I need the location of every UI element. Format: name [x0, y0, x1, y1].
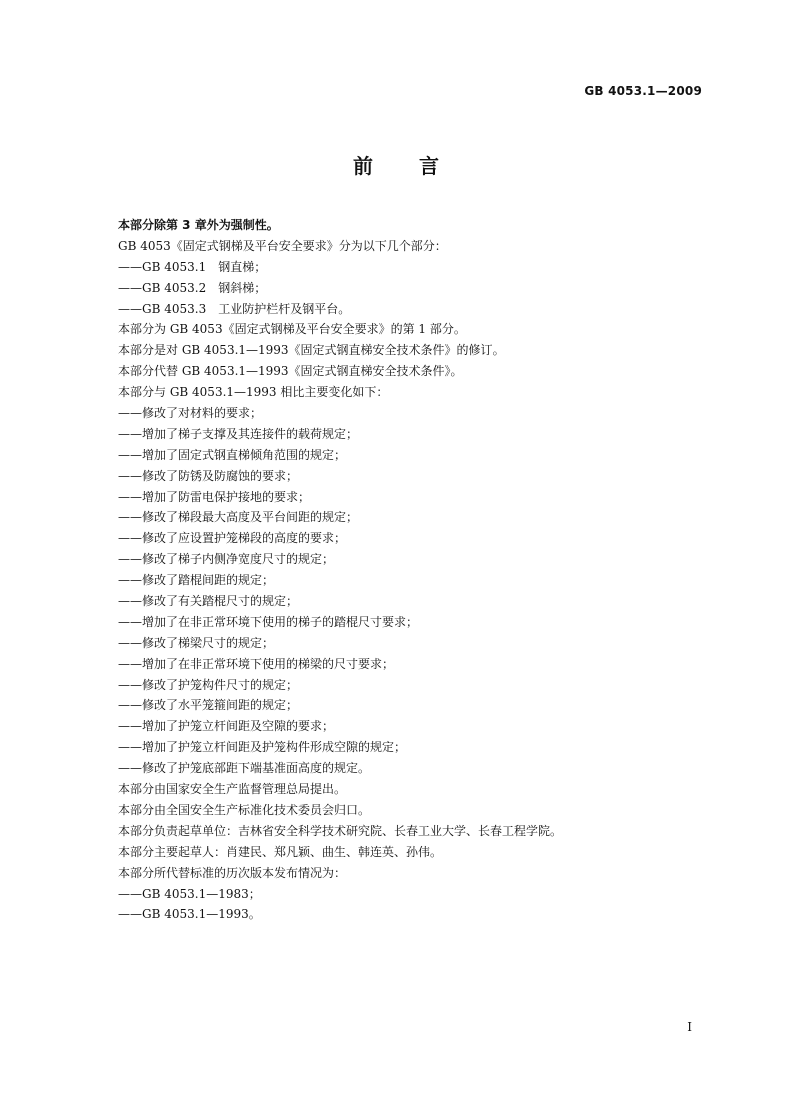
text-line: 本部分与 GB 4053.1—1993 相比主要变化如下：	[118, 385, 389, 400]
text-line: 本部分负责起草单位：吉林省安全科学技术研究院、长春工业大学、长春工程学院。	[118, 823, 563, 838]
list-item: ——修改了护笼构件尺寸的规定；	[118, 677, 299, 692]
text-line: 本部分主要起草人：肖建民、郑凡颖、曲生、韩连英、孙伟。	[118, 844, 443, 859]
list-item: ——修改了护笼底部距下端基准面高度的规定。	[118, 761, 371, 776]
list-item: ——修改了梯梁尺寸的规定；	[118, 635, 275, 650]
page-number: I	[687, 1020, 692, 1034]
text-line: GB 4053《固定式钢梯及平台安全要求》分为以下几个部分：	[118, 238, 447, 253]
text-line: 本部分是对 GB 4053.1—1993《固定式钢直梯安全技术条件》的修订。	[118, 343, 505, 358]
list-item: ——修改了防锈及防腐蚀的要求；	[118, 468, 299, 483]
list-item: ——增加了在非正常环境下使用的梯子的踏棍尺寸要求；	[118, 614, 419, 629]
text-line: 本部分代替 GB 4053.1—1993《固定式钢直梯安全技术条件》。	[118, 364, 463, 379]
list-item: ——增加了护笼立杆间距及空隙的要求；	[118, 719, 335, 734]
list-item: ——增加了防雷电保护接地的要求；	[118, 489, 311, 504]
list-item: ——修改了踏棍间距的规定；	[118, 573, 275, 588]
mandatory-statement: 本部分除第 3 章外为强制性。	[118, 218, 279, 232]
document-body	[118, 215, 718, 925]
list-item: ——GB 4053.1—1993。	[118, 907, 261, 922]
list-item: ——增加了护笼立杆间距及护笼构件形成空隙的规定；	[118, 740, 407, 755]
standard-number: GB 4053.1—2009	[584, 84, 702, 98]
list-item: ——增加了在非正常环境下使用的梯梁的尺寸要求；	[118, 656, 395, 671]
list-item: ——GB 4053.1 钢直梯；	[118, 259, 267, 274]
list-item: ——修改了有关踏棍尺寸的规定；	[118, 594, 299, 609]
text-line: 本部分为 GB 4053《固定式钢梯及平台安全要求》的第 1 部分。	[118, 322, 466, 337]
list-item: ——GB 4053.2 钢斜梯；	[118, 280, 267, 295]
page-title: 前言	[353, 154, 485, 178]
list-item: ——增加了梯子支撑及其连接件的载荷规定；	[118, 426, 359, 441]
list-item: ——修改了水平笼箍间距的规定；	[118, 698, 299, 713]
text-line: 本部分由国家安全生产监督管理总局提出。	[118, 782, 347, 797]
text-line: 本部分所代替标准的历次版本发布情况为：	[118, 865, 347, 880]
list-item: ——修改了应设置护笼梯段的高度的要求；	[118, 531, 347, 546]
text-line: 本部分由全国安全生产标准化技术委员会归口。	[118, 802, 371, 817]
list-item: ——修改了对材料的要求；	[118, 406, 263, 421]
list-item: ——增加了固定式钢直梯倾角范围的规定；	[118, 447, 347, 462]
list-item: ——修改了梯段最大高度及平台间距的规定；	[118, 510, 359, 525]
list-item: ——修改了梯子内侧净宽度尺寸的规定；	[118, 552, 335, 567]
list-item: ——GB 4053.3 工业防护栏杆及钢平台。	[118, 301, 351, 316]
list-item: ——GB 4053.1—1983；	[118, 886, 261, 901]
